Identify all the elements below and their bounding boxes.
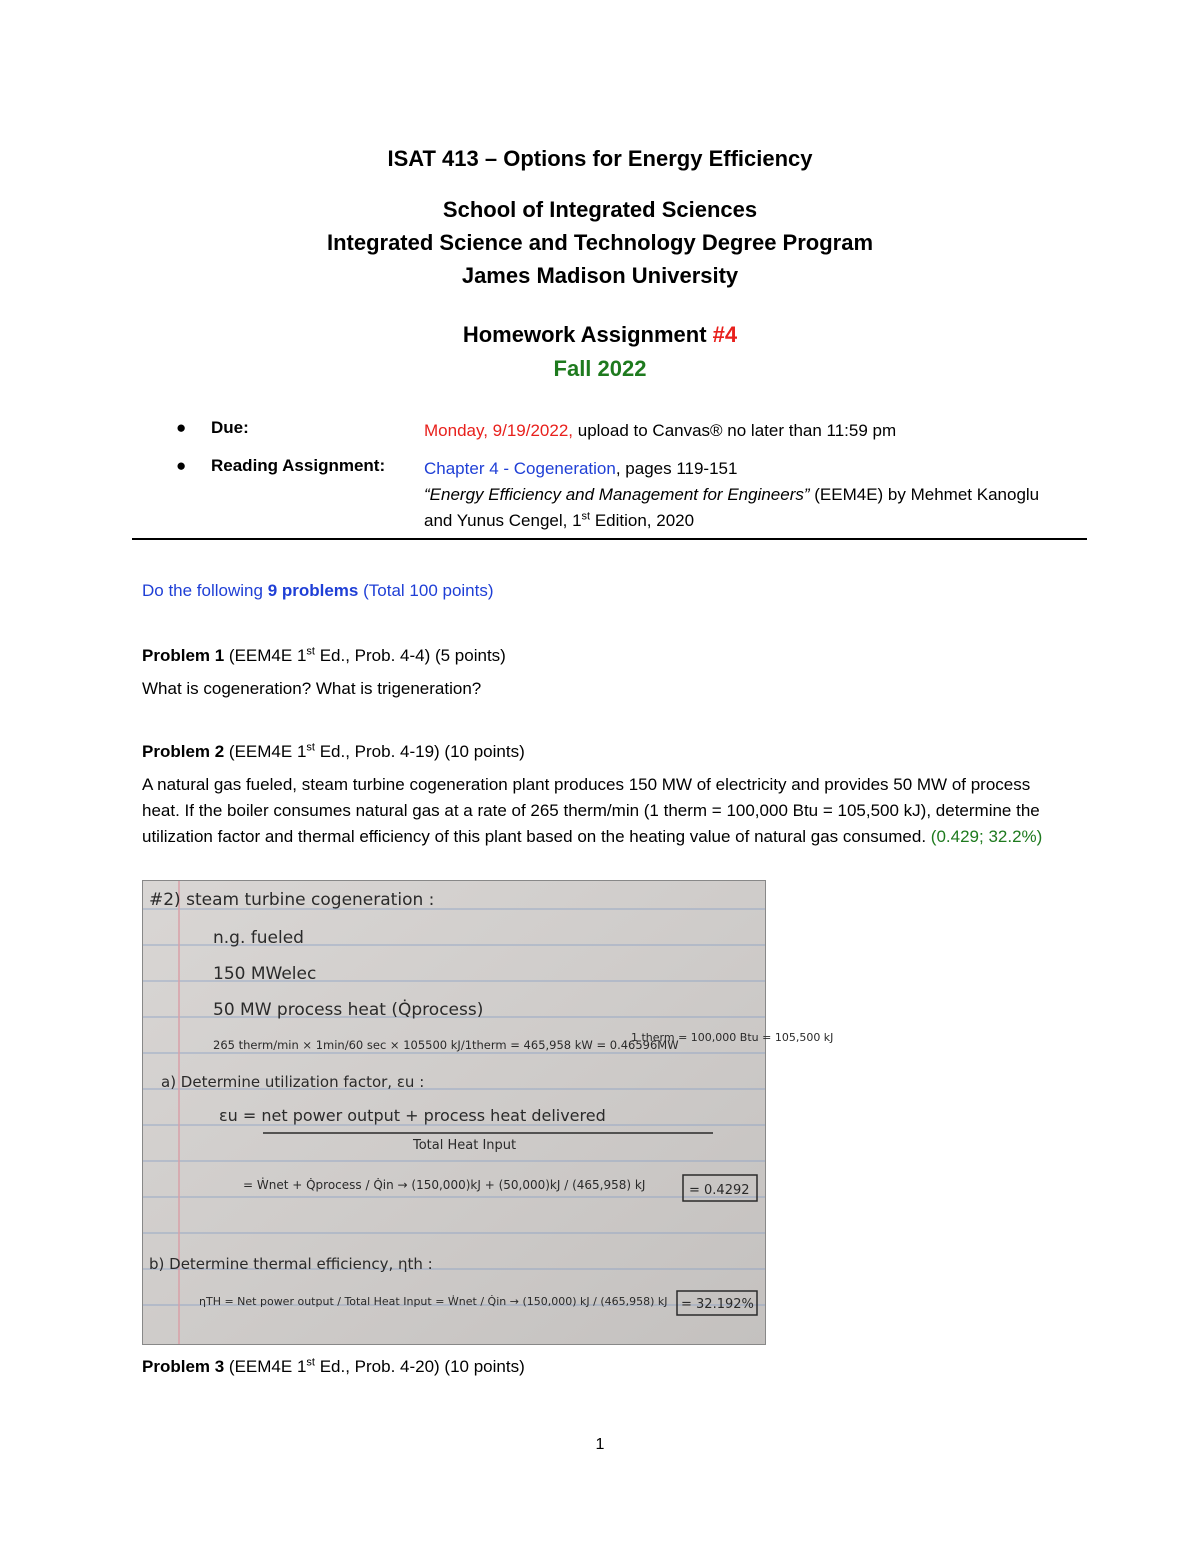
problem2-ref-post: Ed., Prob. 4-19) (10 points) xyxy=(314,742,525,761)
due-value xyxy=(424,418,1064,444)
page-number: 1 xyxy=(595,1436,605,1453)
term: Fall 2022 xyxy=(553,356,647,381)
hw-line-1: #2) steam turbine cogeneration : xyxy=(149,890,435,910)
problem2-answer: (0.429; 32.2%) xyxy=(930,827,1043,846)
edition-sup: st xyxy=(581,510,591,523)
book-authors: (EEM4E) by Mehmet Kanoglu and Yunus Cengel, 1 xyxy=(424,485,1040,530)
due-rest: upload to Canvas® no later than 11:59 pm xyxy=(573,421,897,440)
intro-line xyxy=(142,578,1062,604)
hw-line-10: b) Determine thermal efficiency, ηth : xyxy=(149,1255,433,1273)
course-title: ISAT 413 – Options for Energy Efficiency xyxy=(387,146,813,171)
problem3-heading xyxy=(142,1354,1062,1380)
assignment-number: #4 xyxy=(712,322,738,347)
hw-line-2: n.g. fueled xyxy=(213,928,304,948)
hw-line-11-result: = 32.192% xyxy=(681,1297,754,1312)
intro-count: 9 problems xyxy=(267,581,359,600)
hw-line-4: 50 MW process heat (Q̇process) xyxy=(213,1000,484,1020)
due-label: Due: xyxy=(211,418,249,437)
problem2-label: Problem 2 xyxy=(142,742,225,761)
hw-line-7: εu = net power output + process heat delivered xyxy=(219,1106,606,1125)
school-name: School of Integrated Sciences xyxy=(442,197,758,222)
reading-value xyxy=(424,456,1064,534)
bullet-icon: ● xyxy=(176,456,187,475)
due-date: Monday, 9/19/2022, xyxy=(424,421,574,440)
problem2-sup: st xyxy=(306,741,315,754)
hw-line-9: = Ẇnet + Q̇process / Q̇in → (150,000)kJ + (50,000)kJ / (465,958) kJ xyxy=(243,1178,646,1192)
hw-line-8: Total Heat Input xyxy=(413,1138,517,1153)
hw-line-5a: 265 therm/min × 1min/60 sec × 105500 kJ/1therm = 465,958 kW = 0.46596MW xyxy=(213,1038,679,1052)
assignment-prefix: Homework Assignment xyxy=(462,322,713,347)
problem1-heading xyxy=(142,643,1062,669)
problem3-sup: st xyxy=(306,1356,315,1369)
hw-line-11: ηTH = Net power output / Total Heat Input = Ẇnet / Q̇in → (150,000) kJ / (465,958) kJ xyxy=(199,1295,668,1308)
hw-line-5b: 1 therm = 100,000 Btu = 105,500 kJ xyxy=(631,1031,834,1044)
problem3-label: Problem 3 xyxy=(142,1357,225,1376)
problem1-ref-post: Ed., Prob. 4-4) xyxy=(314,646,435,665)
problem2-text xyxy=(142,772,1062,850)
problem2-ref: (EEM4E 1 xyxy=(224,742,307,761)
intro-pre: Do the following xyxy=(142,581,268,600)
problem1-sup: st xyxy=(306,645,315,658)
problem3-ref-post: Ed., Prob. 4-20) (10 points) xyxy=(314,1357,525,1376)
reading-pages: , pages 119-151 xyxy=(615,459,738,478)
problem1-label: Problem 1 xyxy=(142,646,225,665)
reading-label: Reading Assignment: xyxy=(211,456,386,475)
program-name: Integrated Science and Technology Degree Program xyxy=(326,230,874,255)
hw-line-3: 150 MWelec xyxy=(213,964,317,984)
problem2-body: A natural gas fueled, steam turbine cogeneration plant produces 150 MW of electricity and provides 50 MW of process heat. If the boiler consumes natural gas at a rate of 265 therm/min (1 therm = 100,000 Btu = 105,500 kJ), determine the utilization factor and thermal efficiency of this plant based on the heating value of natural gas consumed. xyxy=(142,775,1040,846)
divider xyxy=(132,538,1087,540)
problem1-ref: (EEM4E 1 xyxy=(224,646,307,665)
hw-line-9-result: = 0.4292 xyxy=(689,1183,750,1198)
assignment-title xyxy=(0,322,1200,348)
edition-rest: Edition, 2020 xyxy=(590,511,695,530)
problem1-text: What is cogeneration? What is trigeneration? xyxy=(142,679,482,698)
problem3-ref: (EEM4E 1 xyxy=(224,1357,307,1376)
intro-post: (Total 100 points) xyxy=(358,581,494,600)
university-name: James Madison University xyxy=(461,263,739,288)
reading-chapter: Chapter 4 - Cogeneration xyxy=(424,459,616,478)
book-title: “Energy Efficiency and Management for Engineers” xyxy=(424,485,810,504)
hw-line-6: a) Determine utilization factor, εu : xyxy=(161,1073,425,1091)
problem2-heading xyxy=(142,739,1062,765)
problem1-points: (5 points) xyxy=(434,646,506,665)
bullet-icon: ● xyxy=(176,418,187,437)
handwritten-solution-photo xyxy=(142,880,834,1345)
